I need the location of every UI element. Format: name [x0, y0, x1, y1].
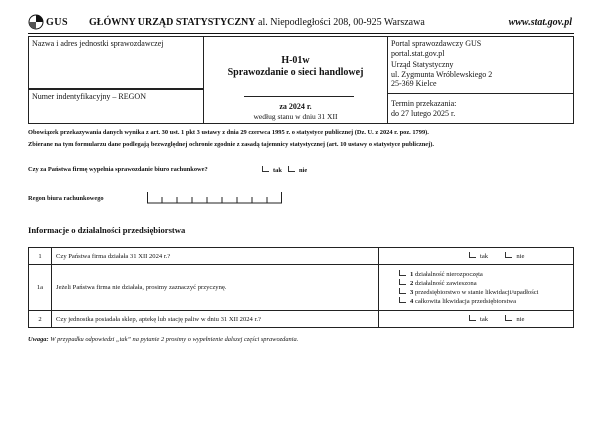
form-year: za 2024 r.	[279, 102, 312, 111]
section-title: Informacje o działalności przedsiębiorstwa	[28, 225, 186, 235]
form-name: Sprawozdanie o sieci handlowej	[227, 67, 364, 78]
question-text: Czy jednostka posiadała sklep, aptekę lub stację paliw w dniu 31 XII 2024 r.?	[52, 311, 379, 328]
bureau-yes-option[interactable]: tak	[262, 166, 282, 175]
answer-cell	[379, 248, 574, 265]
bureau-no-option[interactable]: nie	[288, 166, 307, 175]
gus-logo	[28, 14, 44, 30]
no-checkbox[interactable]	[505, 315, 512, 321]
website-link[interactable]: www.stat.gov.pl	[508, 17, 572, 28]
answer-cell	[379, 311, 574, 328]
table-row	[29, 248, 574, 265]
regon-label: Numer indentyfikacyjny – REGON	[32, 92, 146, 101]
regon-box	[28, 89, 204, 124]
q2-yes-option[interactable]: tak	[469, 316, 488, 323]
reason-option[interactable]: 4 całkowita likwidacja przedsiębiorstwa	[399, 297, 569, 306]
bureau-question: Czy za Państwa firmę wypełnia sprawozdanie biuro rachunkowe?	[28, 166, 208, 173]
reporting-unit-label: Nazwa i adres jednostki sprawozdawczej	[32, 39, 164, 48]
questions-table	[28, 247, 574, 328]
deadline-label: Termin przekazania:	[391, 99, 457, 108]
option-checkbox[interactable]	[399, 270, 406, 276]
row-number: 1a	[29, 265, 52, 311]
note-label: Uwaga:	[28, 336, 49, 343]
yes-checkbox[interactable]	[262, 166, 269, 172]
gus-wordmark: GUS	[46, 17, 69, 28]
legal-basis: Obowiązek przekazywania danych wynika z art. 30 ust. 1 pkt 3 ustawy z dnia 29 czerwca 1995 r. o statystyce publicznej (Dz. U. z 2024 r. poz. 1799).	[28, 129, 429, 136]
option-checkbox[interactable]	[399, 288, 406, 294]
q1-yes-option[interactable]: tak	[469, 253, 488, 260]
row-number: 1	[29, 248, 52, 265]
form-code: H-01w	[281, 55, 310, 66]
portal-box	[387, 36, 574, 94]
question-text: Czy Państwa firma działała 31 XII 2024 r.?	[52, 248, 379, 265]
confidentiality-note: Zbierane na tym formularzu dane podlegają bezwzględnej ochronie zgodnie z zasadą tajemnicy statystycznej (art. 10 ustawy o statystyce publicznej).	[28, 141, 434, 148]
office-name: GŁÓWNY URZĄD STATYSTYCZNY	[89, 17, 256, 28]
bureau-regon-label: Regon biura rachunkowego	[28, 195, 104, 202]
reason-options	[379, 265, 574, 311]
q1-no-option[interactable]: nie	[505, 253, 524, 260]
form-title-box	[203, 36, 388, 124]
deadline-box	[387, 93, 574, 124]
note-text: W przypadku odpowiedzi „tak” na pytanie 2 prosimy o wypełnienie dalszej części sprawozdania.	[48, 336, 299, 343]
office-address: al. Niepodległości 208, 00-925 Warszawa	[255, 17, 425, 28]
q2-no-option[interactable]: nie	[505, 316, 524, 323]
yes-checkbox[interactable]	[469, 252, 476, 258]
no-checkbox[interactable]	[288, 166, 295, 172]
table-row	[29, 265, 574, 311]
office-street: ul. Zygmunta Wróblewskiego 2	[391, 69, 493, 79]
question-text: Jeżeli Państwa firma nie działała, prosimy zaznaczyć przyczynę.	[52, 265, 379, 311]
title-rule	[244, 96, 354, 97]
reason-option[interactable]: 3 przedsiębiorstwo w stanie likwidacji/upadłości	[399, 288, 569, 297]
table-row	[29, 311, 574, 328]
portal-url[interactable]: portal.stat.gov.pl	[391, 48, 445, 58]
reason-option[interactable]: 1 działalność nierozpoczęta	[399, 270, 569, 279]
deadline-date: do 27 lutego 2025 r.	[391, 108, 456, 118]
office-city: 25-369 Kielce	[391, 79, 437, 88]
reason-option[interactable]: 2 działalność zawieszona	[399, 279, 569, 288]
portal-title: Portal sprawozdawczy GUS	[391, 39, 482, 48]
yes-checkbox[interactable]	[469, 315, 476, 321]
header-rule	[28, 33, 574, 34]
statistical-office: Urząd Statystyczny	[391, 60, 454, 69]
form-state: według stanu w dniu 31 XII	[253, 112, 338, 121]
option-checkbox[interactable]	[399, 297, 406, 303]
no-checkbox[interactable]	[505, 252, 512, 258]
reporting-unit-box	[28, 36, 204, 89]
bureau-regon-input[interactable]	[147, 192, 282, 204]
office-title	[89, 17, 425, 28]
row-number: 2	[29, 311, 52, 328]
option-checkbox[interactable]	[399, 279, 406, 285]
note	[28, 336, 574, 344]
